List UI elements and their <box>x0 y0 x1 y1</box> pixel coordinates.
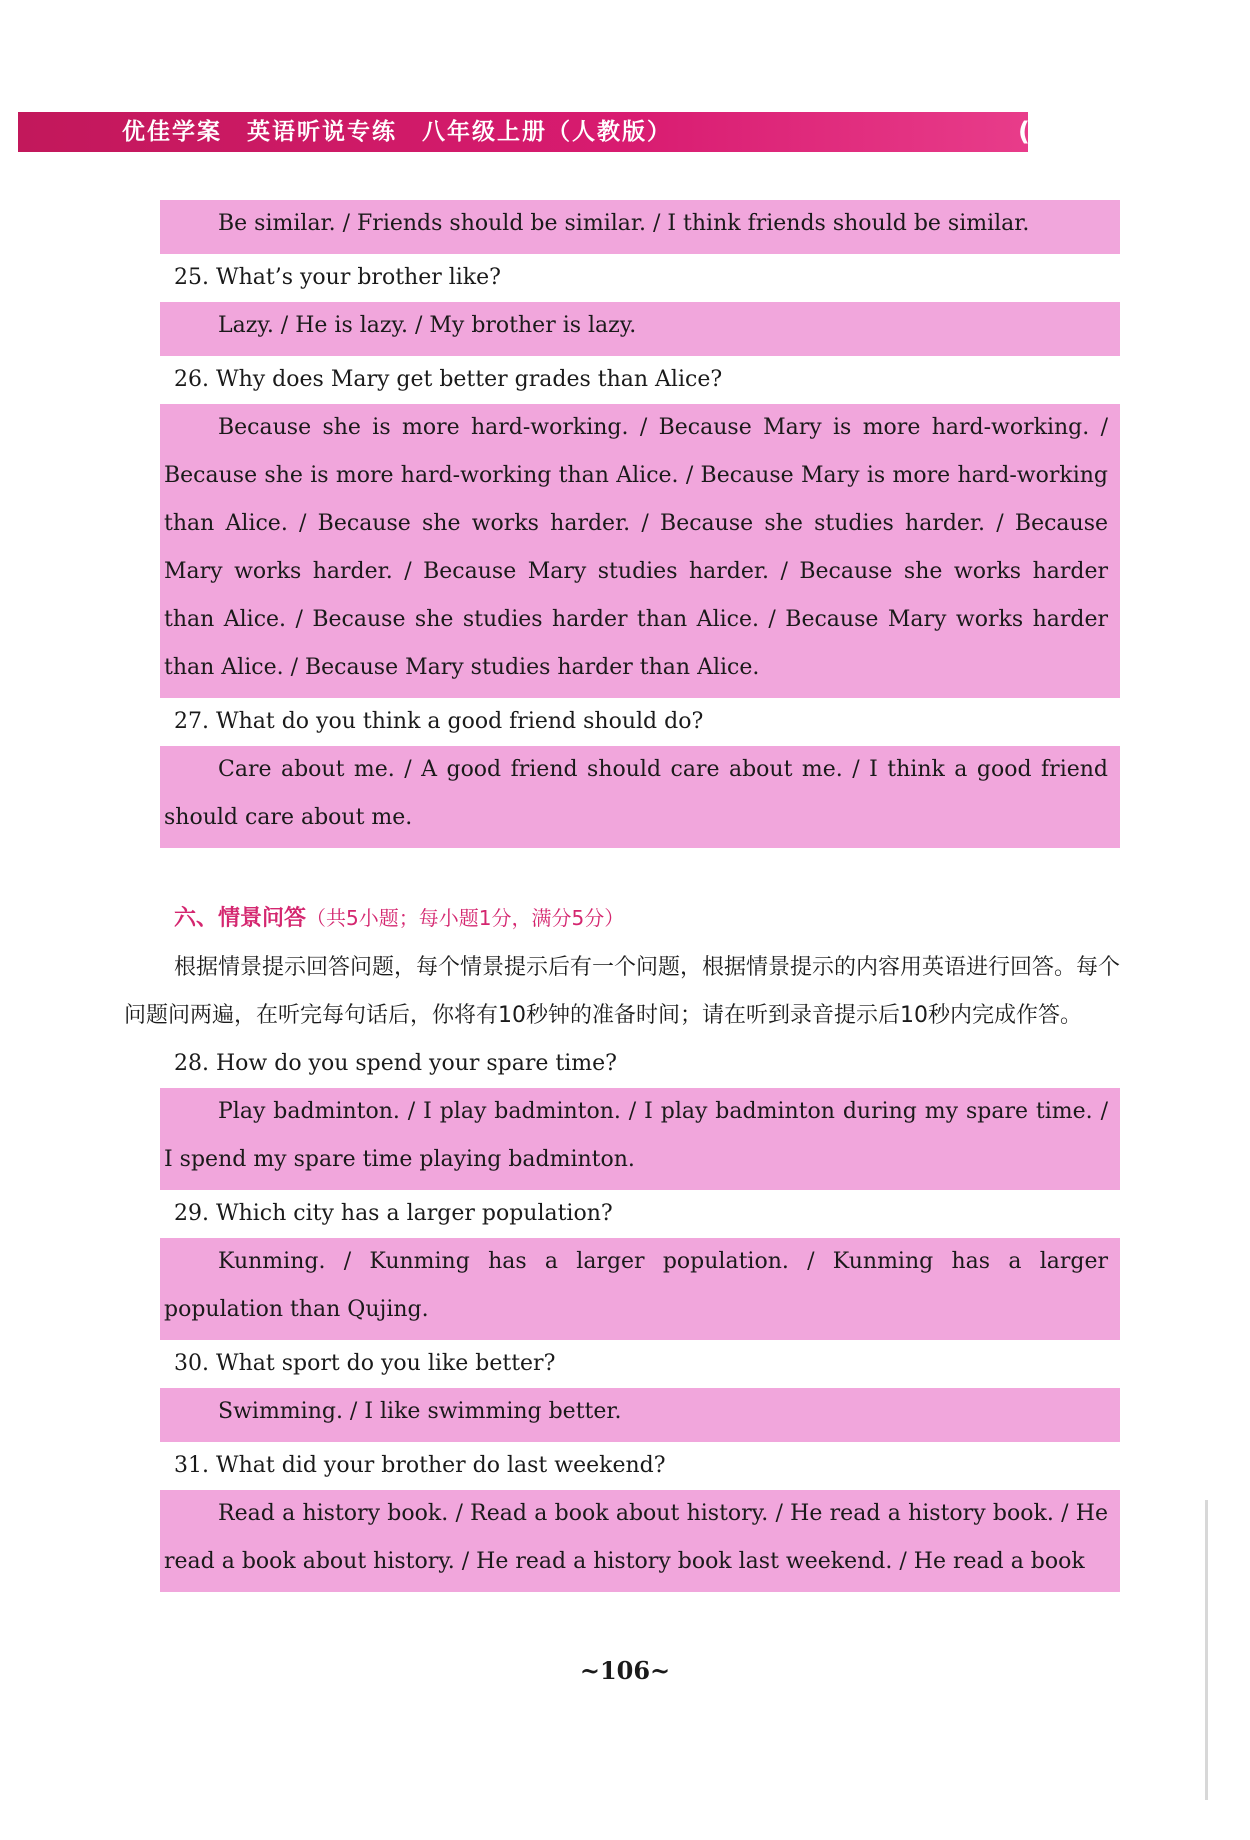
answer-text: Kunming. / Kunming has a larger population. / Kunming has a larger population than Qujing. <box>164 1249 1108 1322</box>
answer-text: Be similar. / Friends should be similar. / I think friends should be similar. <box>218 211 1030 236</box>
answer-box <box>160 746 1120 848</box>
answer-text: Care about me. / A good friend should care about me. / I think a good friend should care about me. <box>164 757 1108 830</box>
answer-box <box>160 1490 1120 1592</box>
section-instructions: 根据情景提示回答问题，每个情景提示后有一个问题，根据情景提示的内容用英语进行回答。每个问题问两遍，在听完每句话后，你将有10秒钟的准备时间；请在听到录音提示后10秒内完成作答。 <box>124 955 1121 1028</box>
page-content <box>124 200 1121 1592</box>
answer-text: Lazy. / He is lazy. / My brother is lazy. <box>218 313 637 338</box>
answer-box <box>160 1088 1120 1190</box>
section-heading <box>160 892 1120 944</box>
question-30: 30. What sport do you like better? <box>174 1351 556 1376</box>
question-29: 29. Which city has a larger population? <box>174 1201 613 1226</box>
question-26: 26. Why does Mary get better grades than Alice? <box>174 367 723 392</box>
question-27: 27. What do you think a good friend should do? <box>174 709 704 734</box>
answer-box <box>160 302 1120 356</box>
scan-edge-line <box>1205 1500 1208 1800</box>
header-end-mark: ( <box>1018 117 1030 147</box>
answer-box <box>160 1238 1120 1340</box>
answer-text: Read a history book. / Read a book about history. / He read a history book. / He read a book about history. / He read a history book last weekend. / He read a book <box>164 1501 1108 1574</box>
answer-box <box>160 404 1120 698</box>
page-number: ~106~ <box>579 1656 671 1685</box>
section-title: 六、情景问答 <box>174 906 307 931</box>
header-title: 优佳学案 英语听说专练 八年级上册（人教版） <box>122 119 672 145</box>
question-28: 28. How do you spend your spare time? <box>174 1051 617 1076</box>
answer-text: Swimming. / I like swimming better. <box>218 1399 622 1424</box>
question-25: 25. What’s your brother like? <box>174 265 501 290</box>
answer-box <box>160 1388 1120 1442</box>
answer-text: Because she is more hard-working. / Because Mary is more hard-working. / Because she is more hard-working than Alice. / Because Mary is more hard-working than Alice. / Because she works harder. / Because she studies harder. / Because Mary works harder. / Because Mary studies harder. / Because she works harder than Alice. / Because she studies harder than Alice. / Because Mary works harder than Alice. / Because Mary studies harder than Alice. <box>164 415 1108 680</box>
answer-box <box>160 200 1120 254</box>
section-note: （共5小题；每小题1分，满分5分） <box>306 906 625 930</box>
answer-text: Play badminton. / I play badminton. / I play badminton during my spare time. / I spend my spare time playing badminton. <box>164 1099 1108 1172</box>
question-31: 31. What did your brother do last weekend? <box>174 1453 666 1478</box>
